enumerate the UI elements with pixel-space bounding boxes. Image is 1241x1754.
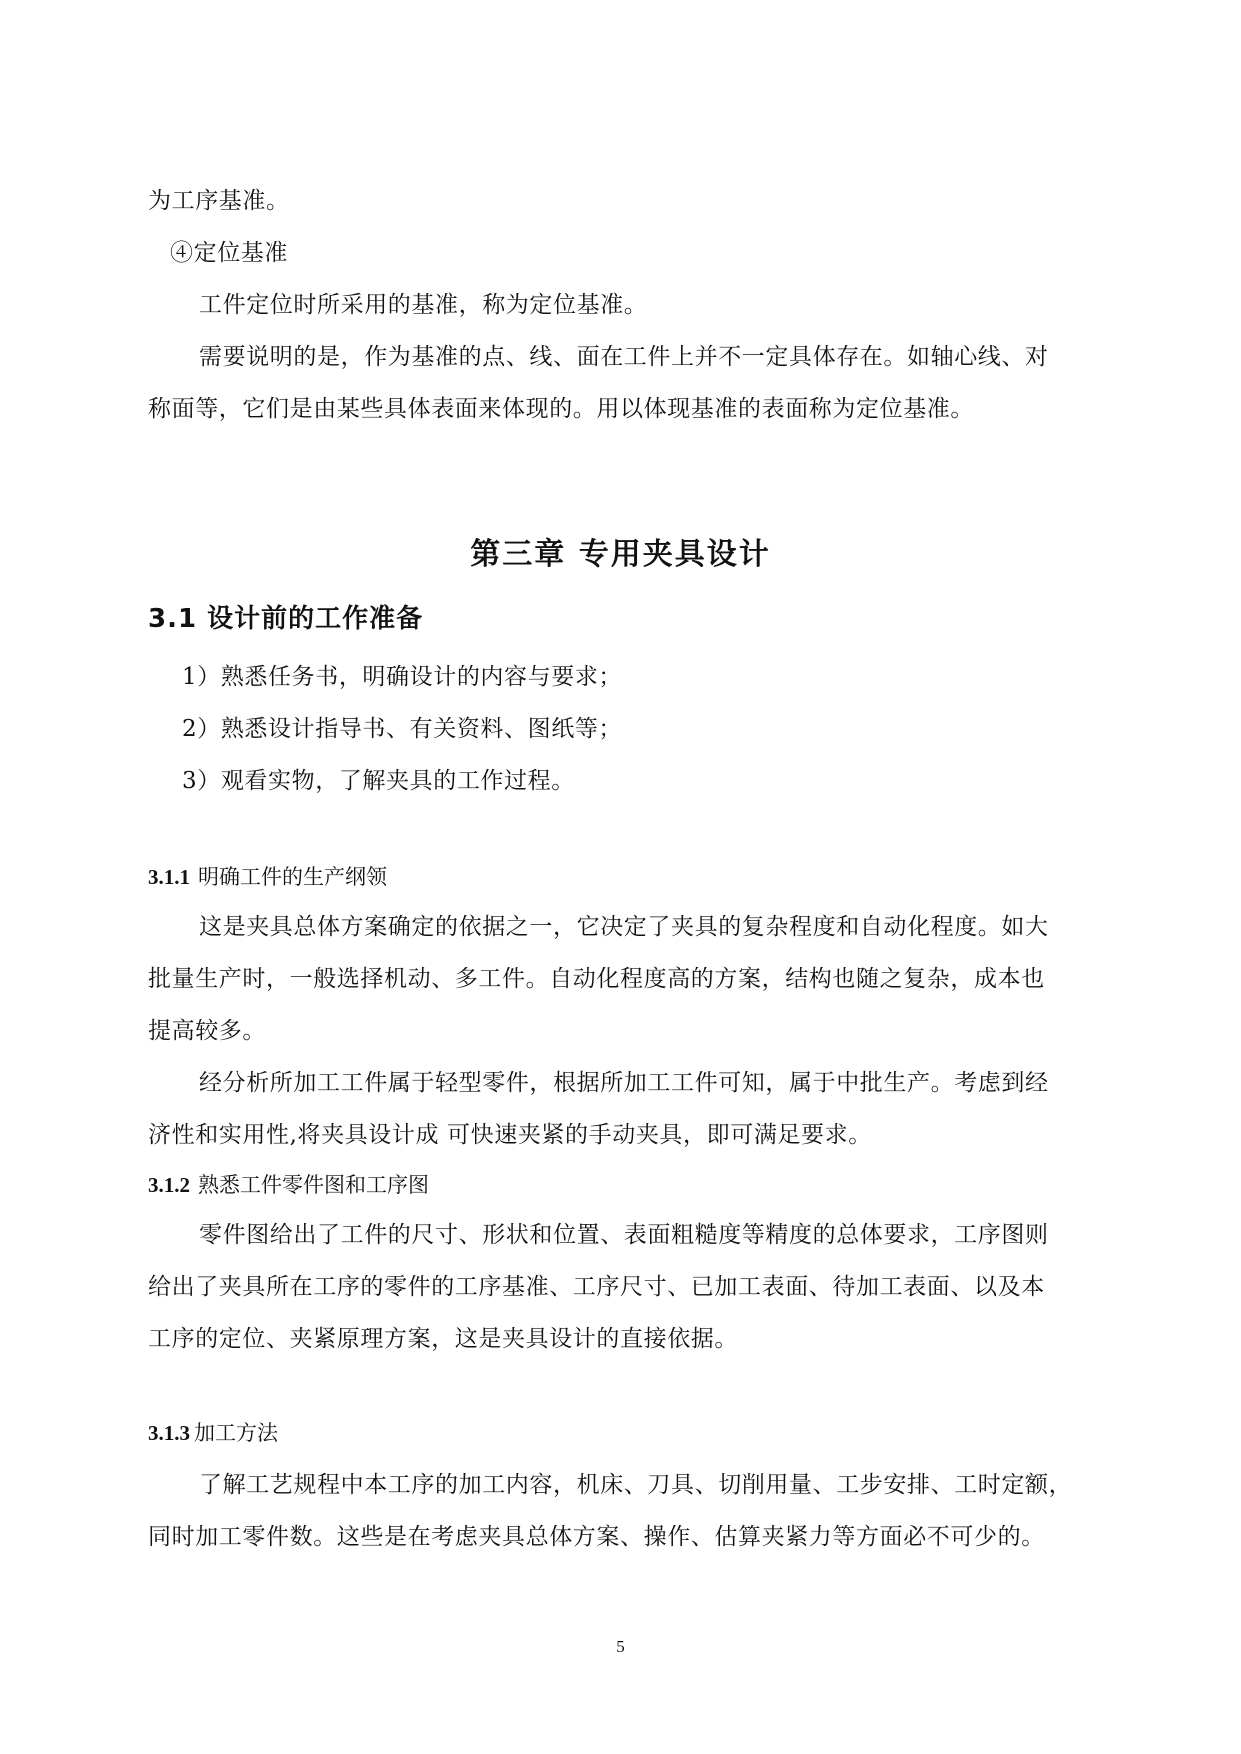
list-item: 3）观看实物，了解夹具的工作过程。 bbox=[182, 768, 575, 794]
paragraph-line: 为工序基准。 bbox=[148, 188, 290, 214]
list-item: 2）熟悉设计指导书、有关资料、图纸等； bbox=[182, 716, 623, 742]
section-title: 3.1 设计前的工作准备 bbox=[148, 604, 424, 634]
subsection-number: 3.1.3 bbox=[148, 1421, 190, 1445]
subsection-number: 3.1.1 bbox=[148, 865, 190, 889]
paragraph-line: 这是夹具总体方案确定的依据之一，它决定了夹具的复杂程度和自动化程度。如大 bbox=[199, 914, 1049, 940]
subsection-number: 3.1.2 bbox=[148, 1173, 190, 1197]
paragraph-line: 批量生产时，一般选择机动、多工件。自动化程度高的方案，结构也随之复杂，成本也 bbox=[148, 966, 1045, 992]
page-number: 5 bbox=[616, 1637, 625, 1656]
subsection-title: 熟悉工件零件图和工序图 bbox=[198, 1173, 429, 1197]
paragraph-line: 称面等，它们是由某些具体表面来体现的。用以体现基准的表面称为定位基准。 bbox=[148, 396, 974, 422]
paragraph-line: 零件图给出了工件的尺寸、形状和位置、表面粗糙度等精度的总体要求，工序图则 bbox=[199, 1222, 1049, 1248]
paragraph-line: 同时加工零件数。这些是在考虑夹具总体方案、操作、估算夹紧力等方面必不可少的。 bbox=[148, 1524, 1045, 1550]
item-heading: ④定位基准 bbox=[170, 240, 288, 266]
subsection-heading-3-1-1 bbox=[148, 862, 387, 892]
paragraph-line: 需要说明的是，作为基准的点、线、面在工件上并不一定具体存在。如轴心线、对 bbox=[199, 344, 1049, 370]
paragraph-line: 了解工艺规程中本工序的加工内容，机床、刀具、切削用量、工步安排、工时定额， bbox=[199, 1472, 1073, 1498]
paragraph-line: 工件定位时所采用的基准，称为定位基准。 bbox=[199, 292, 648, 318]
subsection-heading-3-1-2 bbox=[148, 1170, 429, 1200]
subsection-title: 明确工件的生产纲领 bbox=[198, 865, 387, 889]
subsection-heading-3-1-3 bbox=[148, 1418, 278, 1448]
paragraph-line: 经分析所加工工件属于轻型零件，根据所加工工件可知，属于中批生产。考虑到经 bbox=[199, 1070, 1049, 1096]
paragraph-line: 给出了夹具所在工序的零件的工序基准、工序尺寸、已加工表面、待加工表面、以及本 bbox=[148, 1274, 1045, 1300]
list-item: 1）熟悉任务书，明确设计的内容与要求； bbox=[182, 664, 623, 690]
paragraph-line: 提高较多。 bbox=[148, 1018, 266, 1044]
subsection-title: 加工方法 bbox=[194, 1421, 278, 1445]
chapter-title: 第三章 专用夹具设计 bbox=[470, 537, 771, 572]
paragraph-line: 济性和实用性,将夹具设计成 可快速夹紧的手动夹具，即可满足要求。 bbox=[148, 1122, 872, 1148]
paragraph-line: 工序的定位、夹紧原理方案，这是夹具设计的直接依据。 bbox=[148, 1326, 738, 1352]
